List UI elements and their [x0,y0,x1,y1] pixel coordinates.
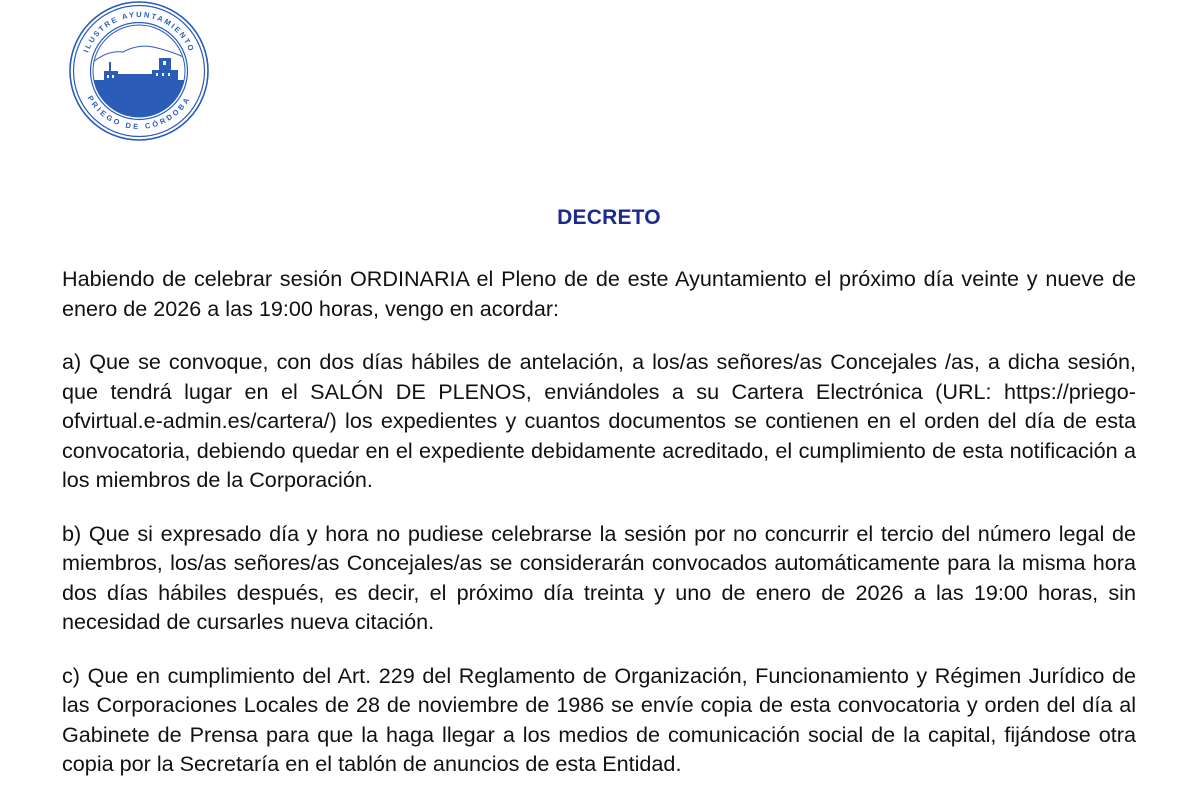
clause-c-paragraph: c) Que en cumplimiento del Art. 229 del Reglamento de Organización, Funcionamiento y Régimen Jurídico de las Corporaciones Locales de 28 de noviembre de 1986 se envíe copia de esta convocatoria y orden del día al Gabinete de Prensa para que la haga llegar a los medios de comunicación social de la capital, fijándose otra copia por la Secretaría en el tablón de anuncios de esta Entidad. [62,662,1136,776]
clause-b-paragraph: b) Que si expresado día y hora no pudiese celebrarse la sesión por no concurrir el tercio del número legal de miembros, los/as señores/as Concejales/as se considerarán convocados automáticamente para la misma hora dos días hábiles después, es decir, el próximo día treinta y uno de enero de 2026 a las 19:00 horas, sin necesidad de cursarles nueva citación. [62,520,1136,634]
svg-text:PRIEGO DE CÓRDOBA: PRIEGO DE CÓRDOBA [85,93,193,132]
intro-paragraph: Habiendo de celebrar sesión ORDINARIA el Pleno de de este Ayuntamiento el próximo día veinte y nueve de enero de 2026 a las 19:00 horas, vengo en acordar: [62,266,1136,321]
clause-a-paragraph: a) Que se convoque, con dos días hábiles de antelación, a los/as señores/as Concejales /as, a dicha sesión, que tendrá lugar en el SALÓN DE PLENOS, enviándoles a su Cartera Electrónica (URL: https://priego-ofvirtual.e-admin.es/cartera/) los expedientes y cuantos documentos se contienen en el orden del día de esta convocatoria, debiendo quedar en el expediente debidamente acreditado, el cumplimiento de esta notificación a los miembros de la Corporación. [62,349,1136,492]
municipal-seal-icon [68,0,210,142]
municipal-seal-logo [68,0,210,142]
svg-text:ILUSTRE AYUNTAMIENTO: ILUSTRE AYUNTAMIENTO [81,9,197,54]
document-body [62,264,1136,803]
document-title: DECRETO [557,206,661,229]
